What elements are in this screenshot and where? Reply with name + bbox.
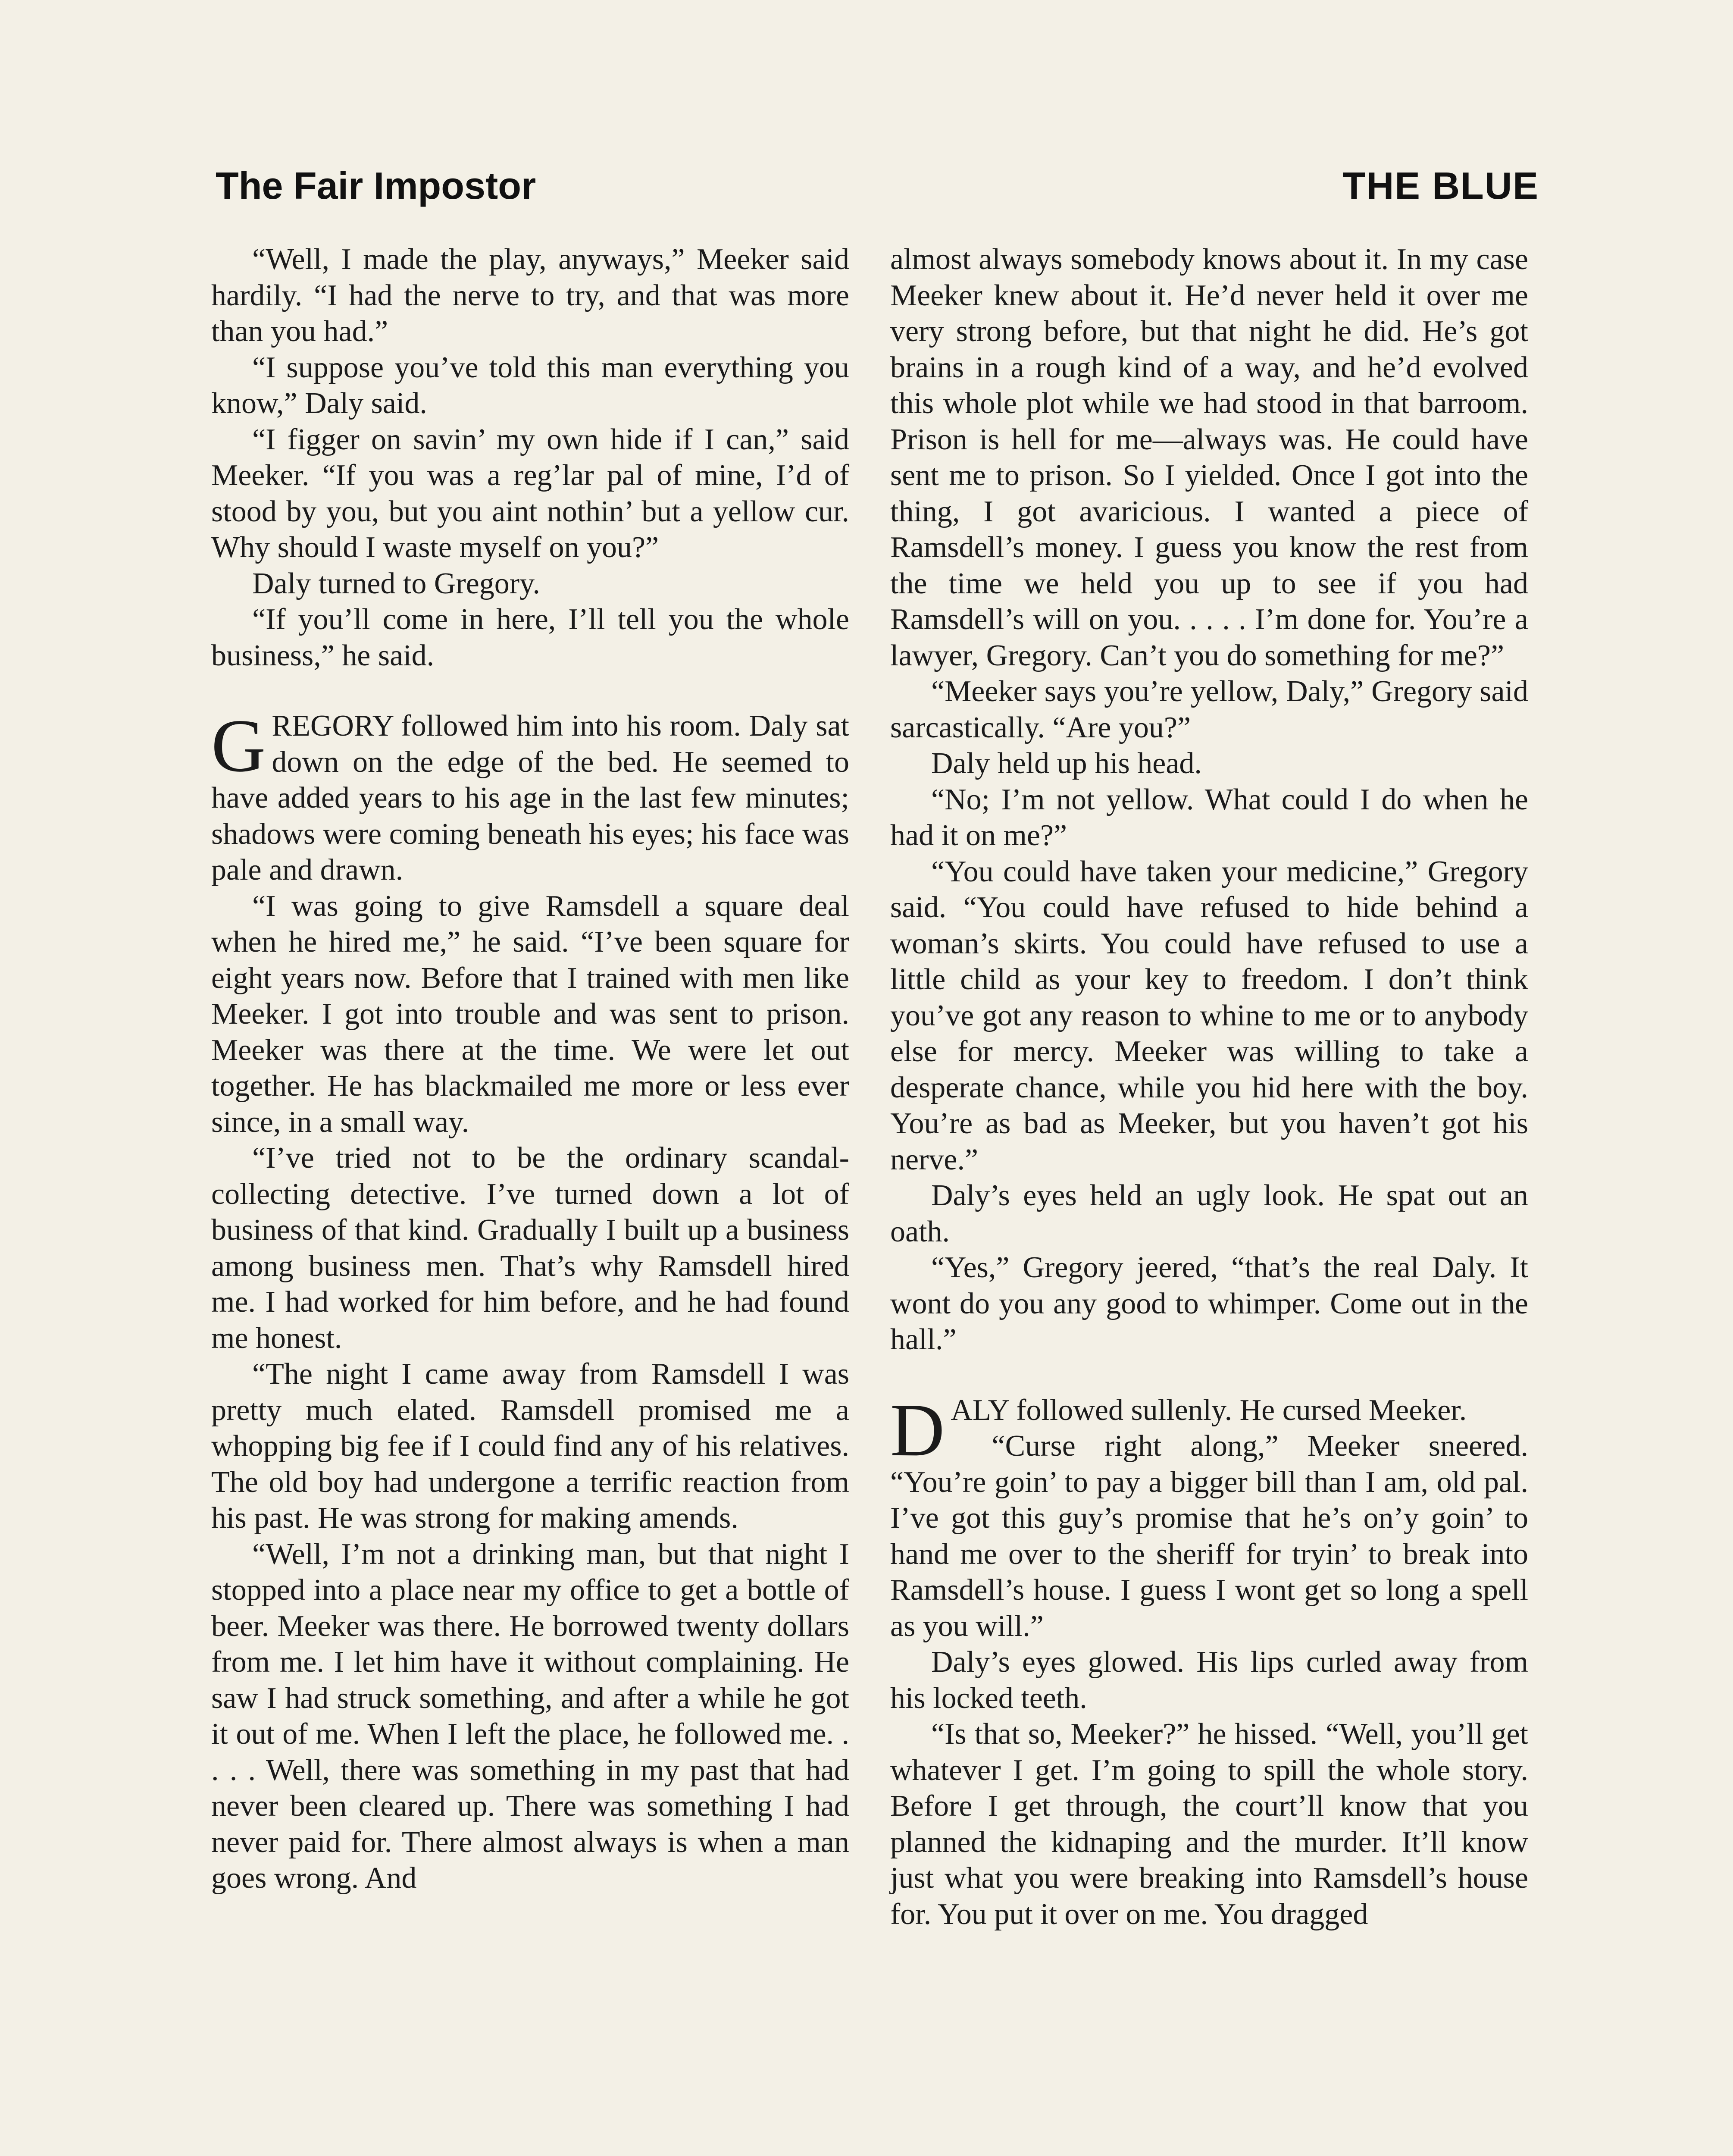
paragraph-continued: almost always somebody knows about it. In my case Meeker knew about it. He’d never held it over me very strong before, but that night he did. He’s got brains in a rough kind of a way, and he’d evolved this whole plot while we had stood in that barroom. Prison is hell for me—always was. He could have sent me to prison. So I yielded. Once I got into the thing, I got avaricious. I wanted a piece of Ramsdell’s money. I guess you know the rest from the time we held you up to see if you had Ramsdell’s will on you. . . . . I’m done for. You’re a lawyer, Gregory. Can’t you do something for me?” xyxy=(890,243,1528,672)
running-head xyxy=(216,164,1539,211)
paragraph: “Meeker says you’re yellow, Daly,” Gregory said sarcastically. “Are you?” xyxy=(890,675,1528,744)
paragraph: “Well, I’m not a drinking man, but that night I stopped into a place near my office to get a bottle of beer. Meeker was there. He borrowed twenty dollars from me. I let him have it without complaining. He saw I had struck something, and after a while he got it out of me. When I left the place, he followed me. . . . . Well, there was something in my past that had never been cleared up. There was something I had never paid for. There almost always is when a man goes wrong. And xyxy=(211,1537,849,1895)
text-column-left xyxy=(211,241,849,1896)
text-column-right xyxy=(890,241,1528,1932)
paragraph: Daly’s eyes held an ugly look. He spat out an oath. xyxy=(890,1179,1528,1248)
section-text: ALY followed sullenly. He cursed Meeker. xyxy=(951,1393,1467,1427)
paragraph: “I’ve tried not to be the ordinary scandal-collecting detective. I’ve turned down a lot of business of that kind. Gradually I built up a business among business men. That’s why Ramsdell hired me. I had worked for him before, and he had found me honest. xyxy=(211,1141,849,1355)
paragraph: Daly’s eyes glowed. His lips curled away from his locked teeth. xyxy=(890,1645,1528,1715)
paragraph: Daly held up his head. xyxy=(931,747,1202,780)
drop-cap: D xyxy=(890,1388,945,1472)
paragraph: “I was going to give Ramsdell a square deal when he hired me,” he said. “I’ve been square for eight years now. Before that I trained with men like Meeker. I got into trouble and was sent to prison. Meeker was there at the time. We were let out together. He has blackmailed me more or less ever since, in a small way. xyxy=(211,889,849,1139)
section-text: REGORY followed him into his room. Daly sat down on the edge of the bed. He seemed to have added years to his age in the last few minutes; shadows were coming beneath his eyes; his face was pale and drawn. xyxy=(211,709,849,887)
paragraph: Daly turned to Gregory. xyxy=(252,567,541,600)
paragraph: “I suppose you’ve told this man everything you know,” Daly said. xyxy=(211,351,849,420)
paragraph: “Curse right along,” Meeker sneered. “You’re goin’ to pay a bigger bill than I am, old pal. I’ve got this guy’s promise that he’s on’y goin’ to hand me over to the sheriff for tryin’ to break into Ramsdell’s house. I guess I wont get so long a spell as you will.” xyxy=(890,1429,1528,1643)
paragraph: “Yes,” Gregory jeered, “that’s the real Daly. It wont do you any good to whimper. Come out in the hall.” xyxy=(890,1251,1528,1356)
paragraph: “I figger on savin’ my own hide if I can,” said Meeker. “If you was a reg’lar pal of mine, I’d of stood by you, but you aint nothin’ but a yellow cur. Why should I waste myself on you?” xyxy=(211,423,849,564)
section-opening-gregory xyxy=(211,704,849,888)
paragraph: “You could have taken your medicine,” Gregory said. “You could have refused to hide behind a woman’s skirts. You could have refused to use a little child as your key to freedom. I don’t think you’ve got any reason to whine to me or to anybody else for mercy. Meeker was willing to take a desperate chance, while you hid here with the boy. You’re as bad as Meeker, but you haven’t got his nerve.” xyxy=(890,855,1528,1176)
paragraph: “No; I’m not yellow. What could I do when he had it on me?” xyxy=(890,783,1528,852)
section-opening-daly xyxy=(890,1388,1528,1472)
magazine-title: THE BLUE xyxy=(1342,164,1539,207)
paragraph: “Well, I made the play, anyways,” Meeker said hardily. “I had the nerve to try, and that was more than you had.” xyxy=(211,243,849,348)
story-title: The Fair Impostor xyxy=(216,164,536,207)
paragraph: “Is that so, Meeker?” he hissed. “Well, you’ll get whatever I get. I’m going to spill the whole story. Before I get through, the court’ll know that you planned the kidnaping and the murder. It’ll know just what you were breaking into Ramsdell’s house for. You put it over on me. You dragged xyxy=(890,1717,1528,1931)
drop-cap: G xyxy=(211,704,266,787)
paragraph: “If you’ll come in here, I’ll tell you the whole business,” he said. xyxy=(211,603,849,672)
paragraph: “The night I came away from Ramsdell I was pretty much elated. Ramsdell promised me a whopping big fee if I could find any of his relatives. The old boy had undergone a terrific reaction from his past. He was strong for making amends. xyxy=(211,1357,849,1535)
